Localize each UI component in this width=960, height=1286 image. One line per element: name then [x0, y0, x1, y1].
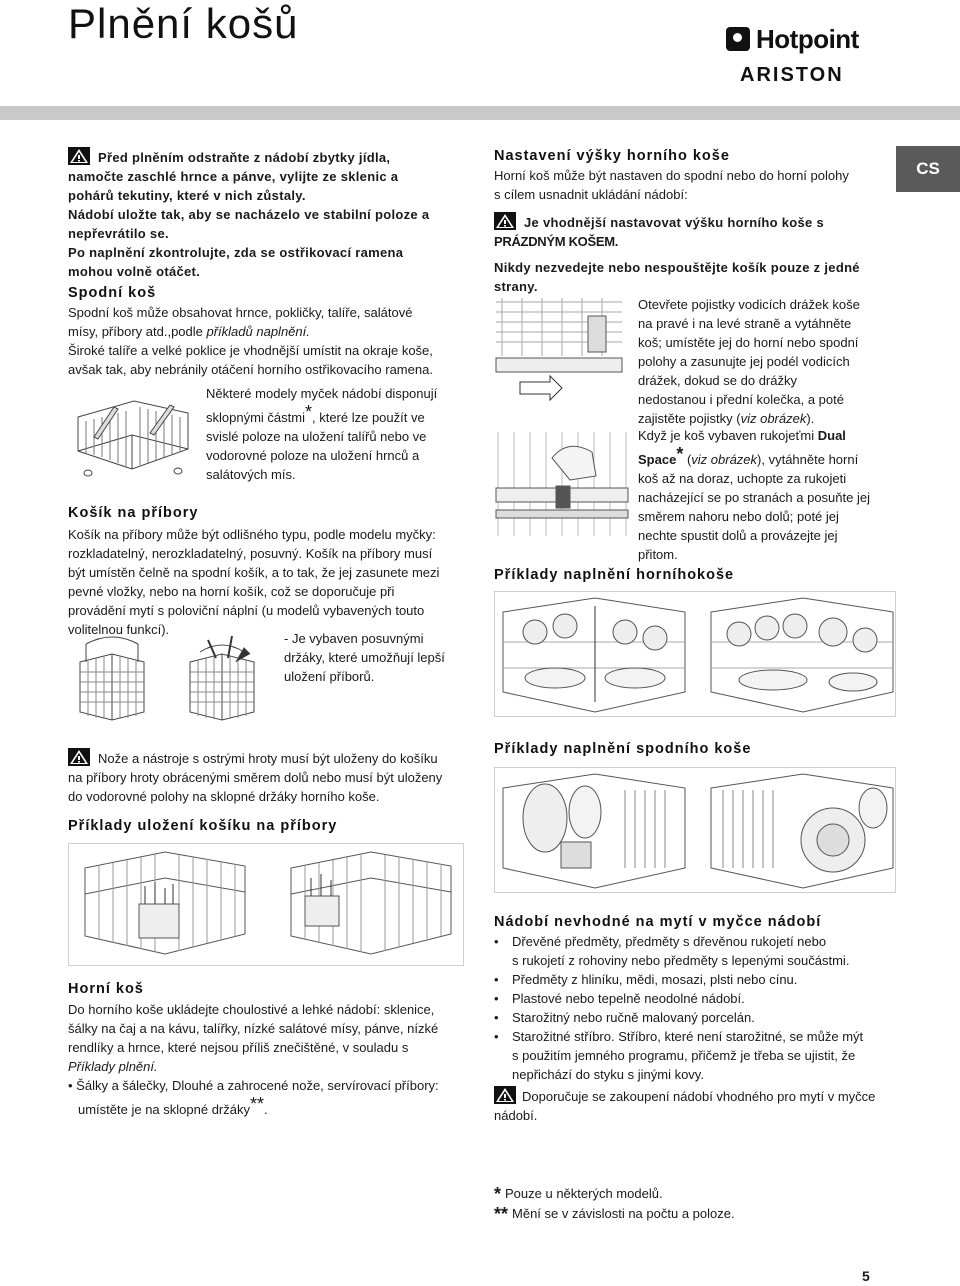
foldable-rack-illustration [74, 387, 192, 479]
upper-line: Do horního koše ukládejte choulostivé a lehké nádobí: sklenice, [68, 1002, 435, 1017]
cutlery-basket-text [68, 525, 488, 639]
footnote-mark: * [494, 1184, 502, 1204]
cutlery-line: rozkladatelný, nerozkladatelný, posuvný. Košík na příbory musí [68, 546, 433, 561]
slide-line: uložení příborů. [284, 669, 375, 684]
page-title: Plnění košů [68, 0, 299, 47]
latch-line: Otevřete pojistky vodicích drážek koše [638, 297, 860, 312]
warning-sharp-knives [68, 748, 488, 806]
dual-line: Když je koš vybaven rukojeťmi [638, 428, 818, 443]
cutlery-line: pevné vložky, nebo na horní košík, což se doporučuje při [68, 584, 395, 599]
cutlery-line: provádění mytí s poloviční náplní (u modelů vybavených touto [68, 603, 425, 618]
lower-basket-example-illustration [495, 768, 897, 894]
upper-line: umístěte je na sklopné držáky [78, 1102, 250, 1117]
latch-line: drážek, dokud se do drážky [638, 373, 797, 388]
warn-height-line: PRÁZDNÝM KOŠEM. [494, 234, 619, 249]
cutlery-line: volitelnou funkcí). [68, 622, 170, 637]
warning1-line: Po naplnění zkontrolujte, zda se ostřikovací ramena [68, 245, 404, 260]
lower-basket-text [68, 303, 488, 379]
warning1-line: mohou volně otáčet. [68, 264, 201, 279]
upper-examples-heading: Příklady naplnění horníhokoše [494, 567, 735, 583]
lower-line: mísy, příbory atd.,podle [68, 324, 207, 339]
fold-line: sklopnými částmi [206, 410, 305, 425]
dual-line: koš až na doraz, uchopte za rukojeti [638, 471, 847, 486]
double-asterisk: ** [249, 1094, 264, 1114]
recommendation-note [494, 1086, 894, 1125]
foldable-parts-text [206, 384, 466, 484]
unsuitable-list [494, 932, 894, 1084]
cutlery-basket-illustration [72, 632, 272, 722]
upper-line-link: Příklady plnění. [68, 1059, 158, 1074]
dual-space-name: Dual [817, 428, 846, 443]
lower-line: avšak tak, aby nebránily otáčení horního ostřikovacího ramena. [68, 362, 433, 377]
dual-line: nacházející se po stranách a posuňte jej [638, 490, 870, 505]
lower-line-link: příkladů naplnění. [206, 324, 310, 339]
lower-line: Spodní koš může obsahovat hrnce, pokličky, talíře, salátové [68, 305, 413, 320]
cutlery-line: Košík na příbory může být odlišného typu, podle modelu myčky: [68, 527, 436, 542]
fold-line: vodorovné poloze na uložení hrnců a [206, 448, 420, 463]
warning2-line: do vodorovné polohy na sklopné držáky horního koše. [68, 789, 380, 804]
latch-line-ref: viz obrázek [740, 411, 807, 426]
brand-name: Hotpoint [756, 24, 859, 54]
fold-line: Některé modely myček nádobí disponují [206, 386, 438, 401]
latch-line: nedostanou i přední kolečka, a poté [638, 392, 844, 407]
slide-line: držáky, které umožňují lepší [284, 650, 445, 665]
warning2-line: na příbory hroty obrácenými směrem dolů nebo musí být uloženy [68, 770, 443, 785]
never-line: strany. [494, 279, 538, 294]
upper-basket-example-illustration [495, 592, 897, 718]
footnote-mark: ** [494, 1204, 509, 1224]
warning-empty-basket [494, 212, 894, 251]
warning-preparation [68, 147, 488, 281]
dual-line: přitom. [638, 547, 678, 562]
warning-icon [68, 748, 90, 766]
recommend-line: nádobí. [494, 1108, 538, 1123]
lower-examples-heading: Příklady naplnění spodního koše [494, 741, 752, 757]
latch-line-end: ). [806, 411, 815, 426]
latch-instructions [638, 295, 888, 428]
never-lift-one-side [494, 258, 894, 296]
height-adjust-text [494, 166, 894, 204]
warning-icon [494, 1086, 516, 1104]
warning-icon [68, 147, 90, 165]
basket-latch-illustration [492, 296, 626, 408]
warning1-line: pohárů tekutiny, které v nich zůstaly. [68, 188, 306, 203]
dual-space-name: Space [638, 452, 677, 467]
warning-icon [494, 212, 516, 230]
sliding-holders-text [284, 629, 484, 686]
list-item: • Předměty z hliníku, mědi, mosazi, plsti nebo cínu. [494, 970, 894, 989]
footnote-2 [494, 1204, 735, 1224]
height-adjust-heading: Nastavení výšky horního koše [494, 148, 730, 164]
dual-space-instructions [638, 426, 888, 564]
fold-line: salátových mís. [206, 467, 296, 482]
language-tab: CS [896, 146, 960, 192]
upper-basket-example-figure [494, 591, 896, 717]
unsuitable-heading: Nádobí nevhodné na mytí v myčce nádobí [494, 914, 822, 930]
warn-height-line: Je vhodnější nastavovat výšku horního koše s [524, 215, 825, 230]
height-line: s cílem usnadnit ukládání nádobí: [494, 187, 688, 202]
upper-line-end: . [264, 1102, 268, 1117]
upper-line: rendlíky a hrnce, které nejsou příliš znečištěné, v souladu s [68, 1040, 409, 1055]
list-item-cont: s rukojetí z rohoviny nebo předměty s lepenými součástmi. [512, 953, 850, 968]
latch-line: zajistěte pojistky ( [638, 411, 741, 426]
warning1-line: Nádobí uložte tak, aby se nacházelo ve stabilní poloze a [68, 207, 430, 222]
header-divider [0, 106, 960, 120]
asterisk: * [304, 402, 312, 422]
slide-line: - Je vybaven posuvnými [284, 631, 424, 646]
upper-basket-heading: Horní koš [68, 981, 144, 997]
lower-basket-heading: Spodní koš [68, 285, 157, 301]
dual-line: směrem nahoru nebo dolů; poté jej [638, 509, 839, 524]
brand-subname: ARISTON [740, 64, 844, 86]
latch-line: na pravé i na levé straně a vytáhněte [638, 316, 852, 331]
height-line: Horní koš může být nastaven do spodní nebo do horní polohy [494, 168, 849, 183]
recommend-line: Doporučuje se zakoupení nádobí vhodného pro mytí v myčce [522, 1089, 876, 1104]
footnote-text: Mění se v závislosti na počtu a poloze. [512, 1206, 735, 1221]
lower-basket-example-figure [494, 767, 896, 893]
cutlery-examples-heading: Příklady uložení košíku na příbory [68, 818, 338, 834]
warning1-line: Před plněním odstraňte z nádobí zbytky jídla, [98, 150, 391, 165]
hotpoint-logo-icon [726, 27, 750, 51]
brand-logo [726, 24, 876, 86]
cutlery-line: být umístěn čelně na spodní košík, a to tak, že jej zasunete mezi [68, 565, 440, 580]
footnote-text: Pouze u některých modelů. [505, 1186, 663, 1201]
fold-line: , které lze použít ve [311, 410, 425, 425]
fold-line: svislé poloze na uložení talířů nebo ve [206, 429, 427, 444]
upper-line: • Šálky a šálečky, Dlouhé a zahrocené nože, servírovací příbory: [68, 1078, 439, 1093]
list-item: • Starožitné stříbro. Stříbro, které není starožitné, se může mýt [494, 1027, 894, 1046]
warning1-line: namočte zaschlé hrnce a pánve, vylijte ze sklenic a [68, 169, 399, 184]
dual-line: nechte spustit dolů a provázejte jej [638, 528, 838, 543]
footnote-1 [494, 1184, 663, 1204]
warning1-line: nepřevrátilo se. [68, 226, 169, 241]
warning2-line: Nože a nástroje s ostrými hroty musí být uloženy do košíku [98, 751, 438, 766]
never-line: Nikdy nezvedejte nebo nespouštějte košík pouze z jedné [494, 260, 860, 275]
list-item-cont: nepřichází do styku s jinými kovy. [512, 1067, 704, 1082]
upper-basket-text [68, 1000, 488, 1119]
asterisk: * [676, 444, 684, 464]
list-item: • Dřevěné předměty, předměty s dřevěnou rukojetí nebo [494, 932, 894, 951]
dual-space-handle-illustration [492, 428, 632, 540]
dual-line: ), vytáhněte horní [757, 452, 859, 467]
latch-line: koš; umístěte jej do horní nebo spodní [638, 335, 859, 350]
page-number: 5 [862, 1268, 870, 1284]
list-item: • Starožitný nebo ručně malovaný porcelán. [494, 1008, 894, 1027]
dual-line-ref: viz obrázek [691, 452, 758, 467]
latch-line: polohy a zasunujte jej podél vodicích [638, 354, 850, 369]
list-item-cont: s použitím jemného programu, přičemž je třeba se ujistit, že [512, 1048, 856, 1063]
cutlery-placement-illustration [69, 844, 465, 967]
lower-line: Široké talíře a velké poklice je vhodnější umístit na okraje koše, [68, 343, 433, 358]
cutlery-placement-figure [68, 843, 464, 966]
dual-line: ( [683, 452, 692, 467]
list-item: • Plastové nebo tepelně neodolné nádobí. [494, 989, 894, 1008]
cutlery-basket-heading: Košík na příbory [68, 505, 199, 521]
upper-line: šálky na čaj a na kávu, talířky, nízké salátové mísy, pánve, nízké [68, 1021, 439, 1036]
